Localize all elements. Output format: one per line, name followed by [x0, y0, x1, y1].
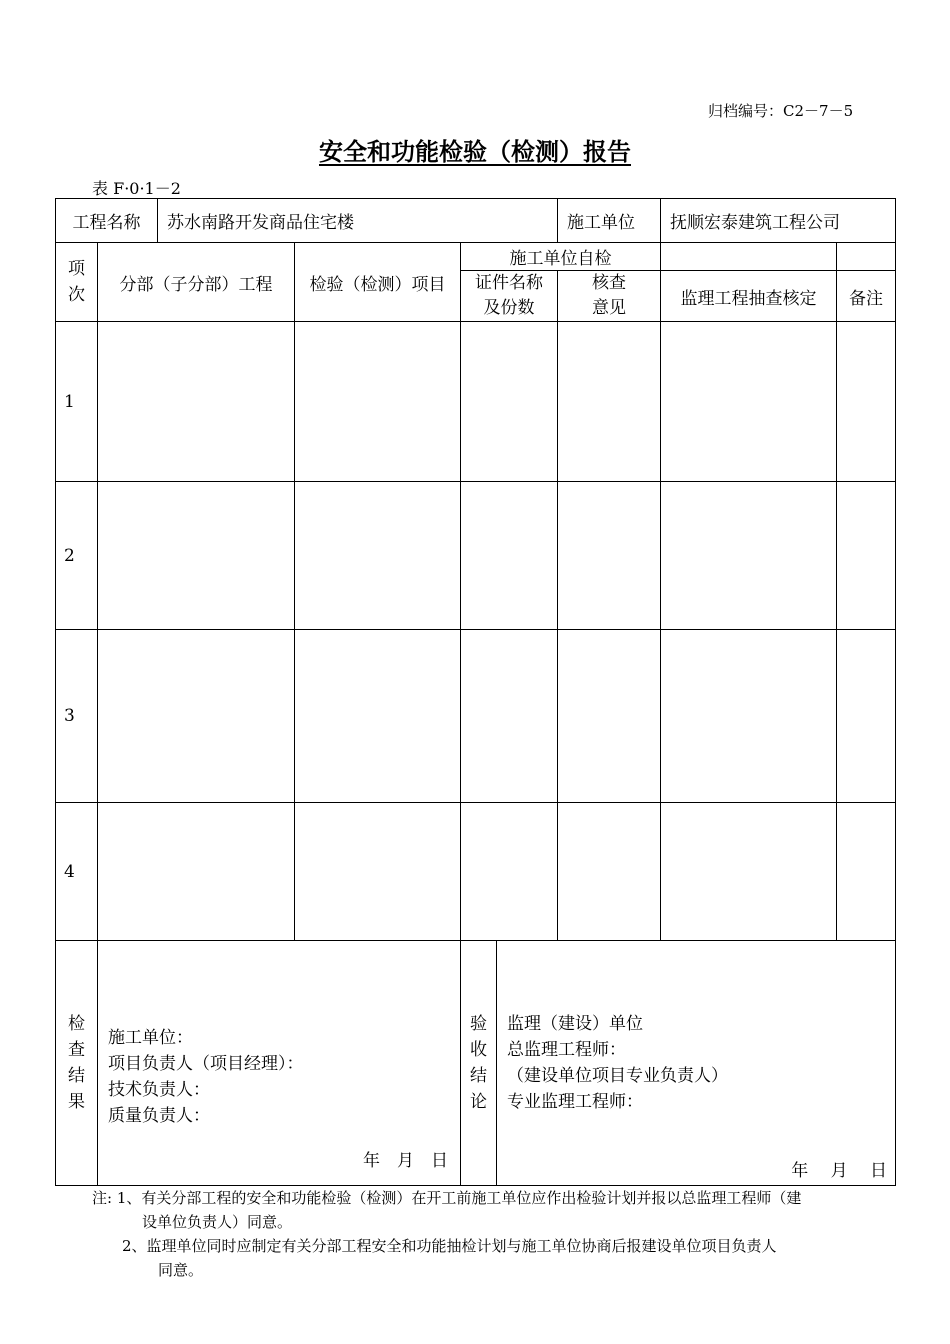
row-number: 2 [56, 482, 98, 630]
table-row [56, 630, 896, 803]
acceptance-unit-line: 监理（建设）单位 [507, 1014, 643, 1034]
seq-header [56, 243, 98, 322]
page-title: 安全和功能检验（检测）报告 [319, 137, 631, 166]
acceptance-label-text: 验收结论 [470, 1014, 487, 1112]
result-date: 年 月 日 [363, 1151, 448, 1171]
acceptance-date: 年 月 日 [791, 1161, 887, 1181]
table-row [56, 322, 896, 482]
seq-header-text: 项次 [68, 259, 85, 305]
check-opinion-header-line1: 核查 [592, 273, 626, 293]
inspection-item-header: 检验（检测）项目 [295, 243, 461, 322]
row-number: 4 [56, 803, 98, 941]
result-pm-line: 项目负责人（项目经理）： [108, 1054, 304, 1074]
doc-name-header-line2: 及份数 [483, 298, 535, 318]
acceptance-owner-line: （建设单位项目专业负责人） [507, 1066, 728, 1086]
supervision-header: 监理工程抽查核定 [661, 271, 837, 322]
result-label [56, 941, 98, 1186]
result-tech-line: 技术负责人： [108, 1080, 210, 1100]
remarks-header: 备注 [837, 271, 896, 322]
acceptance-label [461, 941, 497, 1186]
acceptance-chief-line: 总监理工程师： [507, 1040, 626, 1060]
acceptance-engineer-line: 专业监理工程师： [507, 1092, 643, 1112]
note-1-line-2: 设单位负责人）同意。 [142, 1213, 293, 1231]
doc-name-header-line1: 证件名称 [475, 273, 543, 293]
archive-number: 归档编号：C2－7－5 [708, 102, 854, 120]
note-1-line-1: 注: 1、有关分部工程的安全和功能检验（检测）在开工前施工单位应作出检验计划并报以总监理工程师（建 [92, 1189, 802, 1207]
contractor-value: 抚顺宏泰建筑工程公司 [661, 199, 896, 243]
subsection-header: 分部（子分部）工程 [98, 243, 295, 322]
result-quality-line: 质量负责人： [108, 1106, 210, 1126]
form-number: 表 F·0·1－2 [92, 179, 181, 198]
check-opinion-header [558, 271, 661, 322]
self-check-header: 施工单位自检 [461, 243, 661, 271]
table-row [56, 803, 896, 941]
contractor-label: 施工单位 [558, 199, 661, 243]
project-name-label: 工程名称 [56, 199, 158, 243]
result-contractor-line: 施工单位： [108, 1028, 193, 1048]
blank-header-cell [661, 243, 837, 271]
footnotes [92, 1186, 801, 1282]
row-number: 3 [56, 630, 98, 803]
note-2-line-2: 同意。 [158, 1261, 204, 1279]
result-signature-block [98, 941, 461, 1186]
blank-header-cell [837, 243, 896, 271]
report-table [55, 198, 896, 1186]
result-label-text: 检查结果 [68, 1014, 85, 1112]
project-name-value: 苏水南路开发商品住宅楼 [158, 199, 558, 243]
check-opinion-header-line2: 意见 [592, 298, 626, 318]
doc-name-header [461, 271, 558, 322]
note-2-line-1: 2、监理单位同时应制定有关分部工程安全和功能抽检计划与施工单位协商后报建设单位项目负责人 [122, 1237, 777, 1255]
acceptance-signature-block [497, 941, 896, 1186]
table-row [56, 482, 896, 630]
row-number: 1 [56, 322, 98, 482]
